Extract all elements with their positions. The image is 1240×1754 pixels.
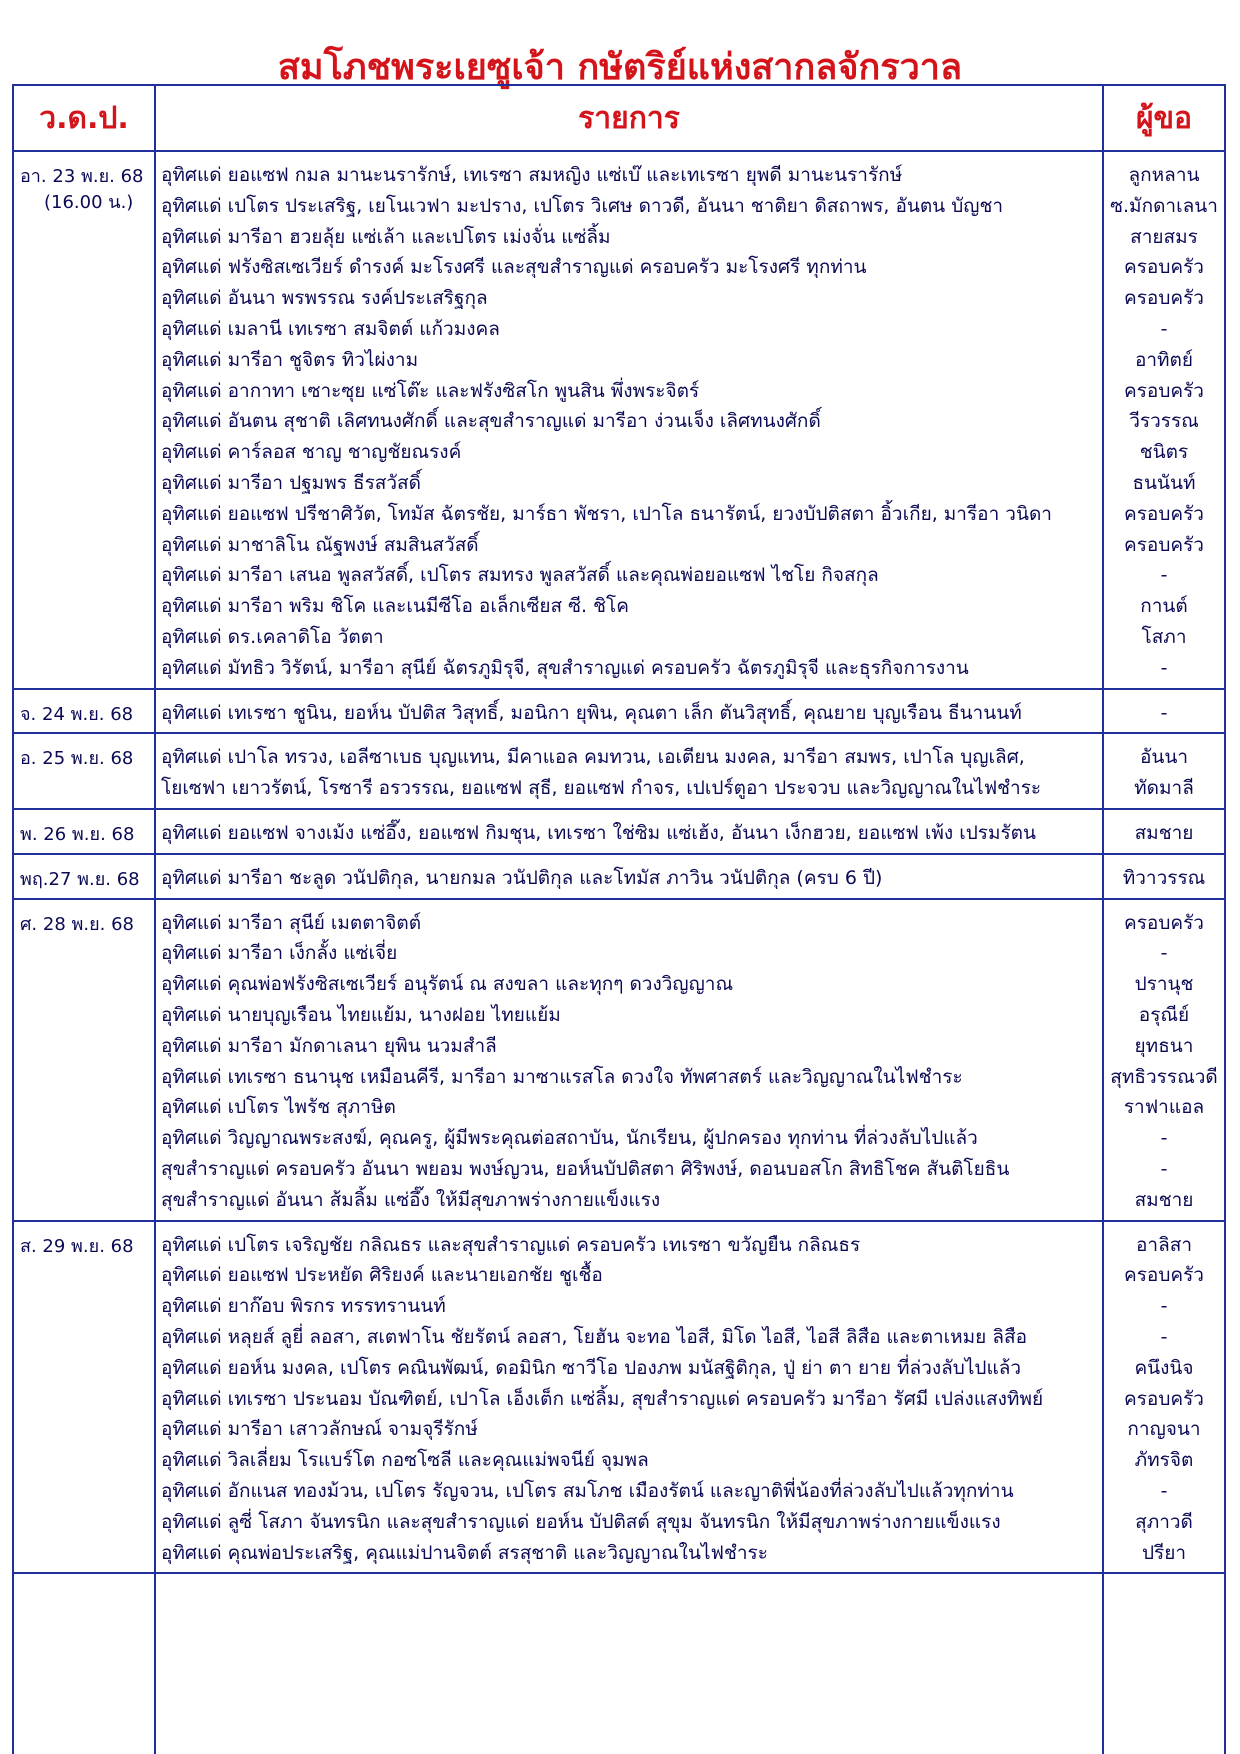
row-item-text: สุขสำราญแด่ อันนา ส้มลิ้ม แซ่อึ๊ง ให้มีสุขภาพร่างกายแข็งแรง [161, 1188, 661, 1211]
row-item-text: อุทิศแด่ เทเรซา ธนานุช เหมือนคีรี, มารีอา มาซาแรสโล ดวงใจ ทัพศาสตร์ และวิญญาณในไฟชำระ [161, 1065, 963, 1088]
row-item-text: อุทิศแด่ มัทธิว วิรัตน์, มารีอา สุนีย์ ฉัตรภูมิรุจี, สุขสำราญแด่ ครอบครัว ฉัตรภูมิรุจี และธุรกิจการงาน [161, 656, 969, 679]
row-requester: ภัทรจิต [1134, 1449, 1194, 1472]
group-date [20, 164, 155, 216]
row-requester: - [1160, 1158, 1168, 1180]
group-date [20, 822, 155, 848]
row-item-text: อุทิศแด่ คุณพ่อประเสริฐ, คุณแม่ปานจิตต์ สรสุชาติ และวิญญาณในไฟชำระ [161, 1541, 768, 1564]
row-requester: สุภาวดี [1135, 1510, 1193, 1533]
header-date: ว.ด.ป. [39, 100, 129, 136]
group-divider [12, 808, 1226, 810]
row-requester: กาญจนา [1127, 1418, 1201, 1441]
group-date-label: อ. 25 พ.ย. 68 [20, 748, 134, 770]
row-requester: ปรียา [1141, 1541, 1187, 1564]
row-item-text: อุทิศแด่ เทเรซา ชูนิน, ยอห์น บัปติส วิสุทธิ์, มอนิกา ยุพิน, คุณตา เล็ก ตันวิสุทธิ์, คุณยาย บุญเรือน ธีนานนท์ [161, 701, 1022, 724]
row-item-text: อุทิศแด่ ดร.เคลาดิโอ วัตตา [161, 626, 384, 648]
header-divider [12, 150, 1226, 152]
row-item-text: อุทิศแด่ หลุยส์ ลูยี่ ลอสา, สเตฟาโน ชัยรัตน์ ลอสา, โยฮัน จะทอ ไอสี, มิโด ไอสี, ไอสี ลิสือ และตาเหมย ลิสือ [161, 1326, 1027, 1348]
group-date-label: จ. 24 พ.ย. 68 [20, 703, 134, 725]
group-divider [12, 1572, 1226, 1574]
row-requester: ครอบครัว [1124, 256, 1204, 279]
row-item-text: อุทิศแด่ อันตน สุชาติ เลิศทนงศักดิ์ และสุขสำราญแด่ มารีอา ง่วนเจ็ง เลิศทนงศักดิ์ [161, 410, 821, 433]
group-date [20, 746, 155, 772]
row-item-text: อุทิศแด่ ยอแซฟ จางเม้ง แซ่อึ๊ง, ยอแซฟ กิมชุน, เทเรซา ใช่ซิม แซ่เฮ้ง, อันนา เง็กฮวย, ยอแซฟ เพ้ง เปรมรัตน [161, 822, 1037, 844]
group-divider [12, 853, 1226, 855]
row-requester: สุทธิวรรณวดี [1110, 1065, 1218, 1088]
row-requester: ครอบครัว [1124, 287, 1204, 310]
row-item-text: อุทิศแด่ ยอห์น มงคล, เปโตร คณินพัฒน์, ดอมินิก ซาวีโอ ปองภพ มนัสฐิติกุล, ปู่ ย่า ตา ยาย ที่ล่วงลับไปแล้ว [161, 1356, 1022, 1379]
group-date [20, 912, 155, 938]
row-item-text: อุทิศแด่ มารีอา สุนีย์ เมตตาจิตต์ [161, 911, 422, 934]
group-date-label: อา. 23 พ.ย. 68 [20, 166, 144, 187]
row-item-text: อุทิศแด่ มารีอา เสาวลักษณ์ จามจุรีรักษ์ [161, 1418, 478, 1441]
row-requester: - [1160, 1127, 1168, 1150]
row-requester: - [1160, 1326, 1168, 1348]
row-requester: - [1160, 701, 1168, 724]
row-item-text: อุทิศแด่ มาชาลิโน ณัฐพงษ์ สมสินสวัสดิ์ [161, 533, 479, 556]
row-requester: กานต์ [1140, 595, 1188, 618]
row-item-text: อุทิศแด่ ฟรังซิสเซเวียร์ ดำรงค์ มะโรงศรี และสุขสำราญแด่ ครอบครัว มะโรงศรี ทุกท่าน [161, 256, 867, 279]
row-item-text: อุทิศแด่ อักแนส ทองม้วน, เปโตร รัญจวน, เปโตร สมโภช เมืองรัตน์ และญาติพี่น้องที่ล่วงลับไปแล้วทุกท่าน [161, 1480, 1014, 1502]
group-divider [12, 732, 1226, 734]
header-requester: ผู้ขอ [1135, 100, 1193, 136]
row-item-text: อุทิศแด่ เปโตร ประเสริฐ, เยโนเวฟา มะปราง, เปโตร วิเศษ ดาวดี, อันนา ชาติยา ดิสถาพร, อันตน บัญชา [161, 194, 1004, 217]
row-item-text: อุทิศแด่ มารีอา มักดาเลนา ยุพิน นวมสำลี [161, 1034, 497, 1057]
row-item-text: โยเซฟา เยาวรัตน์, โรซารี อรวรรณ, ยอแซฟ สุธี, ยอแซฟ กำจร, เปเปร์ตูอา ประจวบ และวิญญาณในไฟชำระ [161, 777, 1042, 800]
row-item-text: อุทิศแด่ มารีอา เสนอ พูลสวัสดิ์, เปโตร สมทรง พูลสวัสดิ์ และคุณพ่อยอแซฟ ไชโย กิจสกุล [161, 564, 879, 587]
row-requester: ครอบครัว [1124, 533, 1204, 556]
row-requester: ทัดมาลี [1134, 777, 1194, 800]
group-date [20, 1234, 155, 1260]
row-requester: ธนนันท์ [1132, 472, 1196, 494]
row-requester: - [1160, 564, 1168, 587]
row-item-text: อุทิศแด่ ยอแซฟ กมล มานะนรารักษ์, เทเรซา สมหญิง แซ่เบ๊ และเทเรซา ยุพดี มานะนรารักษ์ [161, 164, 903, 186]
row-item-text: อุทิศแด่ มารีอา ปฐมพร ธีรสวัสดิ์ [161, 472, 421, 494]
row-requester: ครอบครัว [1124, 502, 1204, 525]
group-date-label: พฤ.27 พ.ย. 68 [20, 868, 140, 890]
row-requester: อันนา [1139, 746, 1189, 769]
row-requester: - [1160, 1295, 1168, 1318]
row-item-text: อุทิศแด่ มารีอา ฮวยลุ้ย แซ่เล้า และเปโตร เม่งจั่น แซ่ลิ้ม [161, 225, 611, 248]
row-item-text: อุทิศแด่ คาร์ลอส ชาญ ชาญชัยณรงค์ [161, 441, 462, 464]
row-item-text: อุทิศแด่ นายบุญเรือน ไทยแย้ม, นางฝอย ไทยแย้ม [161, 1004, 561, 1026]
row-item-text: อุทิศแด่ วิญญาณพระสงฆ์, คุณครู, ผู้มีพระคุณต่อสถาบัน, นักเรียน, ผู้ปกครอง ทุกท่าน ที่ล่วงลับไปแล้ว [161, 1127, 978, 1150]
row-item-text: อุทิศแด่ เทเรซา ประนอม บัณฑิตย์, เปาโล เอ็งเต็ก แซ่ลิ้ม, สุขสำราญแด่ ครอบครัว มารีอา รัศมี เปล่งแสงทิพย์ [161, 1387, 1044, 1410]
row-requester: สมชาย [1134, 1188, 1194, 1211]
row-requester: อาลิสา [1136, 1233, 1192, 1256]
group-date-label: พ. 26 พ.ย. 68 [20, 824, 135, 845]
group-divider [12, 898, 1226, 900]
row-requester: - [1160, 1480, 1168, 1502]
row-item-text: อุทิศแด่ ยอแซฟ ประหยัด ศิริยงค์ และนายเอกชัย ชูเชื้อ [161, 1264, 603, 1287]
row-requester: อาทิตย์ [1134, 348, 1194, 371]
row-requester: - [1160, 318, 1168, 340]
row-requester: สายสมร [1130, 225, 1198, 248]
header-items: รายการ [578, 100, 680, 136]
row-requester: ครอบครัว [1124, 379, 1204, 402]
row-requester: สมชาย [1134, 822, 1194, 844]
row-requester: ยุทธนา [1134, 1034, 1194, 1057]
group-date-label: ศ. 28 พ.ย. 68 [20, 913, 134, 935]
row-requester: - [1160, 942, 1168, 965]
row-item-text: อุทิศแด่ เมลานี เทเรซา สมจิตต์ แก้วมงคล [161, 318, 500, 340]
row-requester: ปรานุช [1134, 973, 1194, 996]
group-date-label: ส. 29 พ.ย. 68 [20, 1235, 134, 1257]
row-requester: โสภา [1141, 626, 1187, 648]
row-requester: ชนิตร [1139, 441, 1189, 464]
group-divider [12, 1220, 1226, 1222]
row-item-text: อุทิศแด่ คุณพ่อฟรังซิสเซเวียร์ อนุรัตน์ ณ สงขลา และทุกๆ ดวงวิญญาณ [161, 973, 734, 996]
group-date [20, 702, 155, 728]
group-date [20, 867, 155, 893]
row-item-text: อุทิศแด่ เปโตร เจริญชัย กลิณธร และสุขสำราญแด่ ครอบครัว เทเรซา ขวัญยืน กลิณธร [161, 1233, 861, 1256]
row-requester: ทิวาวรรณ [1122, 866, 1206, 889]
row-item-text: อุทิศแด่ อากาทา เซาะซุย แซ่โต๊ะ และฟรังซิสโก พูนสิน พึ่งพระจิตร์ [161, 379, 700, 402]
row-requester: วีรวรรณ [1129, 410, 1199, 433]
row-item-text: อุทิศแด่ มารีอา ชูจิตร ทิวไผ่งาม [161, 348, 419, 371]
row-item-text: อุทิศแด่ มารีอา พริม ชิโค และเนมีซีโอ อเล็กเซียส ซี. ชิโค [161, 595, 629, 618]
row-requester: คนึงนิจ [1134, 1356, 1194, 1379]
row-requester: ครอบครัว [1124, 911, 1204, 934]
row-item-text: อุทิศแด่ ยาก๊อบ พิรกร ทรรทรานนท์ [161, 1295, 446, 1318]
row-item-text: อุทิศแด่ วิลเลี่ยม โรแบร์โต กอซโซลี และคุณแม่พจนีย์ จุมพล [161, 1449, 649, 1472]
row-item-text: อุทิศแด่ ยอแซฟ ปรีชาศิวัต, โทมัส ฉัตรชัย, มาร์ธา พัชรา, เปาโล ธนารัตน์, ยวงบัปติสตา อิ้วเกีย, มารีอา วนิดา [161, 502, 1052, 525]
group-divider [12, 688, 1226, 690]
page-title: สมโภชพระเยซูเจ้า กษัตริย์แห่งสากลจักรวาล [277, 47, 963, 88]
row-requester: ซ.มักดาเลนา [1110, 194, 1218, 217]
group-time: (16.00 น.) [44, 192, 134, 213]
row-requester: ครอบครัว [1124, 1264, 1204, 1287]
row-item-text: อุทิศแด่ มารีอา เง็กลั้ง แซ่เจี่ย [161, 942, 398, 965]
row-requester: ราฟาแอล [1123, 1096, 1205, 1119]
row-requester: - [1160, 656, 1168, 679]
row-item-text: อุทิศแด่ เปาโล ทรวง, เอลีซาเบธ บุญแทน, มีคาแอล คมทวน, เอเตียน มงคล, มารีอา สมพร, เปาโล บุญเลิศ, [161, 746, 1025, 769]
row-item-text: อุทิศแด่ ลูซี่ โสภา จันทรนิก และสุขสำราญแด่ ยอห์น บัปติสต์ สุขุม จันทรนิก ให้มีสุขภาพร่างกายแข็งแรง [161, 1510, 1001, 1533]
row-requester: อรุณีย์ [1138, 1004, 1190, 1026]
row-item-text: สุขสำราญแด่ ครอบครัว อันนา พยอม พงษ์ญวน, ยอห์นบัปติสตา ศิริพงษ์, ดอนบอสโก สิทธิโชค สันติโยธิน [161, 1158, 1010, 1180]
row-requester: ครอบครัว [1124, 1387, 1204, 1410]
row-requester: ลูกหลาน [1128, 164, 1200, 186]
row-item-text: อุทิศแด่ มารีอา ชะลูด วนัปติกุล, นายกมล วนัปติกุล และโทมัส ภาวิน วนัปติกุล (ครบ 6 ปี) [161, 866, 883, 889]
row-item-text: อุทิศแด่ เปโตร ไพรัช สุภาษิต [161, 1096, 396, 1119]
row-item-text: อุทิศแด่ อันนา พรพรรณ รงค์ประเสริฐกุล [161, 287, 488, 310]
